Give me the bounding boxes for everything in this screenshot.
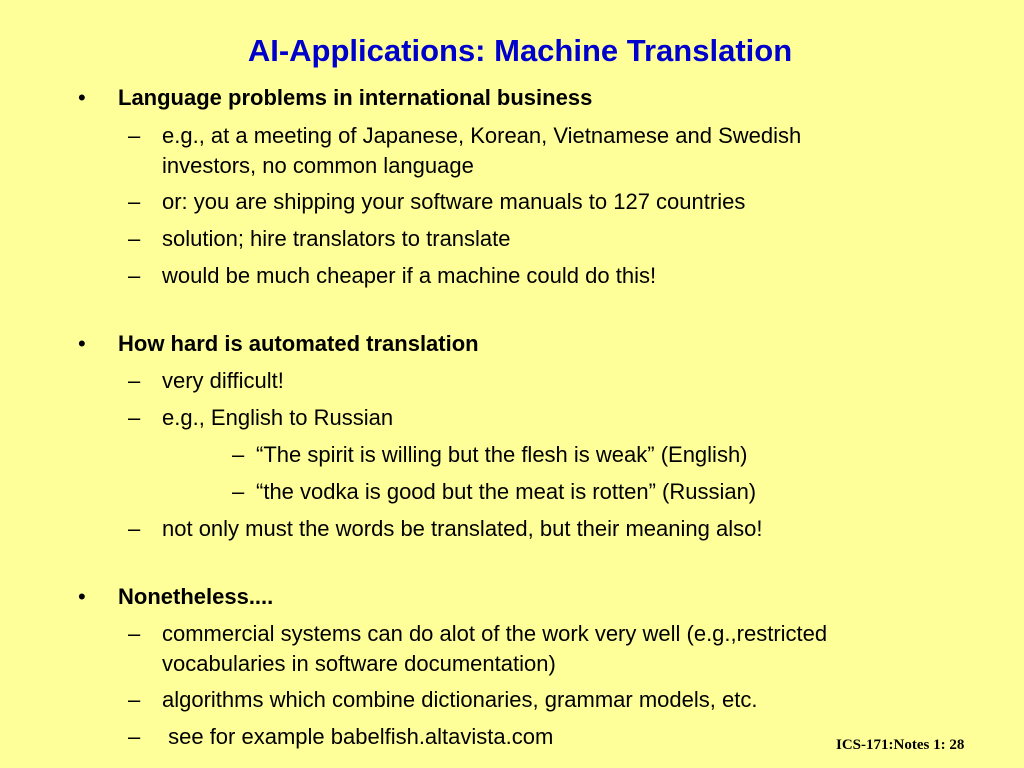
slide-footer: ICS-171:Notes 1: 28 [836,737,965,753]
list-item-line: vocabularies in software documentation) [162,651,556,676]
dash-icon: – [128,621,141,646]
dash-icon: – [128,724,141,749]
list-item-line: e.g., English to Russian [162,405,394,430]
bullet-icon: • [78,331,86,356]
list-item-line: algorithms which combine dictionaries, grammar models, etc. [162,687,758,712]
list-item-line: “The spirit is willing but the flesh is weak” (English) [256,442,748,467]
list-item-line: solution; hire translators to translate [162,226,511,251]
list-item-line: “the vodka is good but the meat is rotten” (Russian) [256,479,757,504]
dash-icon: – [128,405,141,430]
section-heading: Language problems in international business [118,85,593,110]
dash-icon: – [128,189,141,214]
dash-icon: – [128,123,141,148]
slide-title: AI-Applications: Machine Translation [247,33,793,68]
dash-icon: – [128,368,141,393]
list-item-line: not only must the words be translated, but their meaning also! [162,516,763,541]
dash-icon: – [128,516,141,541]
dash-icon: – [128,263,141,288]
bullet-icon: • [78,85,86,110]
list-item-line: would be much cheaper if a machine could do this! [162,263,657,288]
section-heading: Nonetheless.... [118,584,274,609]
list-item-line: commercial systems can do alot of the work very well (e.g.,restricted [162,621,828,646]
dash-icon: – [128,687,141,712]
dash-icon: – [232,479,245,504]
list-item-line: e.g., at a meeting of Japanese, Korean, Vietnamese and Swedish [162,123,802,148]
list-item-line: very difficult! [162,368,284,393]
section-heading: How hard is automated translation [118,331,479,356]
list-item-line: see for example babelfish.altavista.com [162,724,554,749]
dash-icon: – [128,226,141,251]
bullet-icon: • [78,584,86,609]
dash-icon: – [232,442,245,467]
list-item-line: or: you are shipping your software manuals to 127 countries [162,189,746,214]
list-item-line: investors, no common language [162,153,474,178]
